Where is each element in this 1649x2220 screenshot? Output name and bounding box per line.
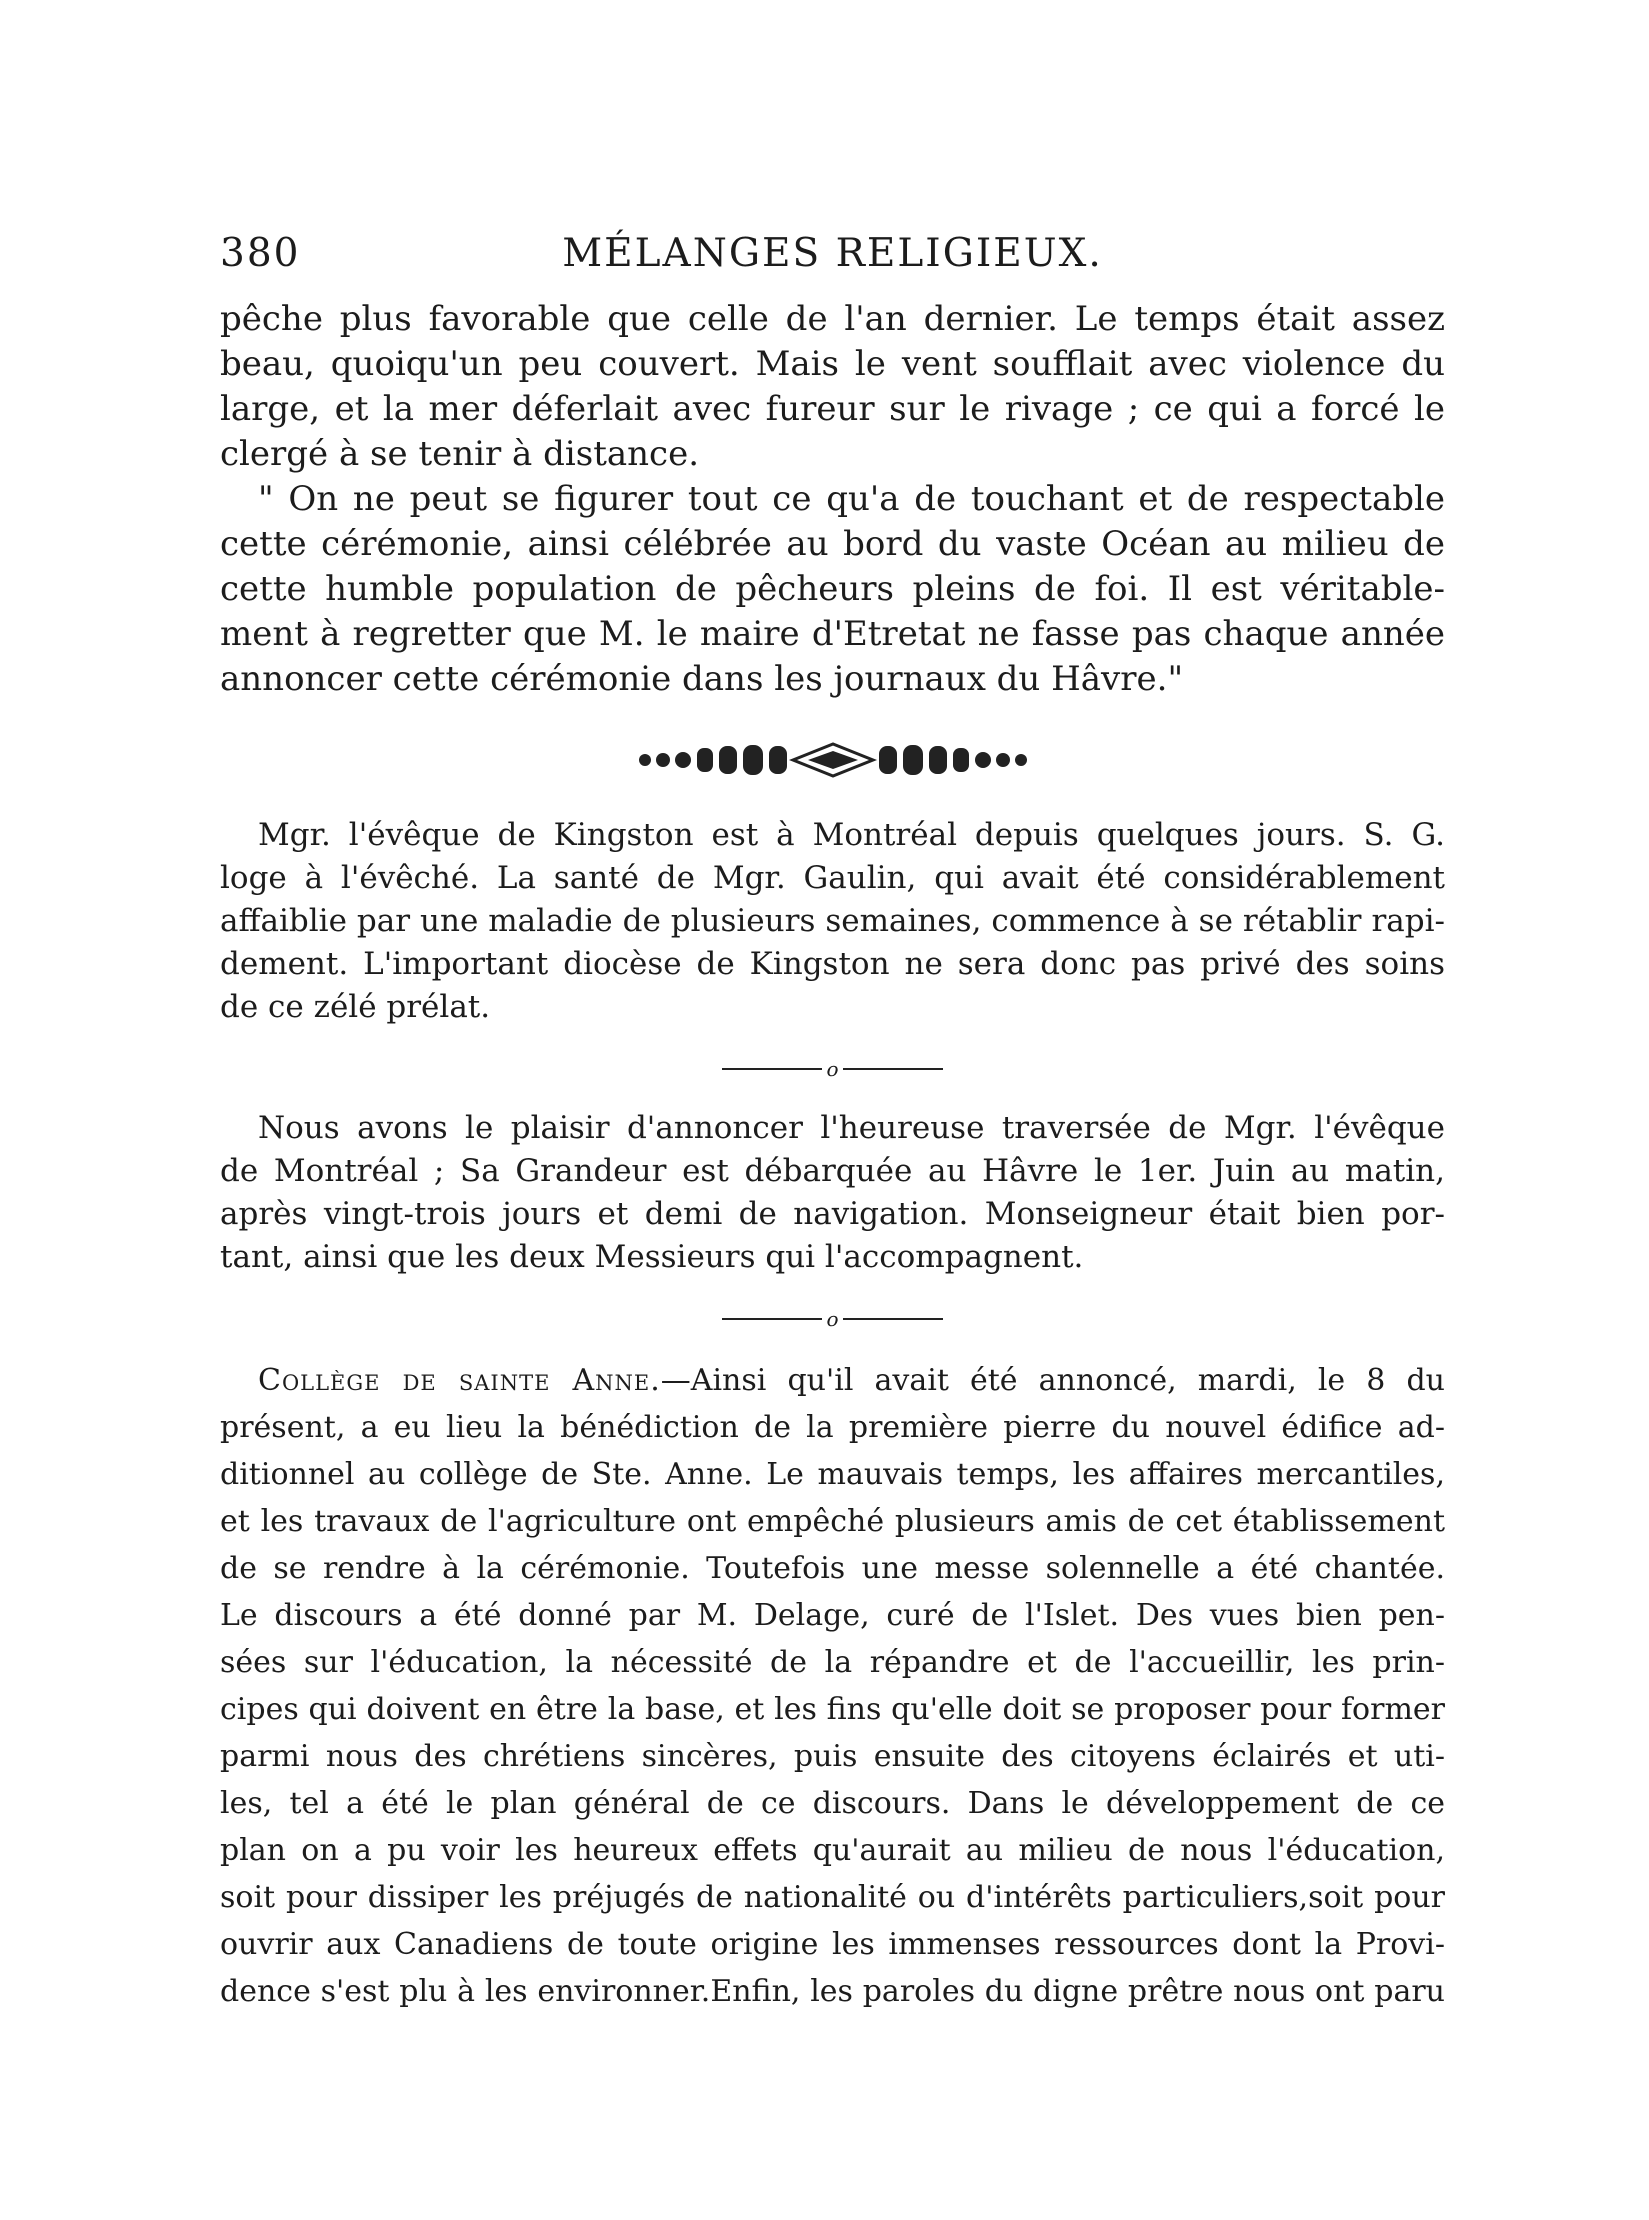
paragraph-fishing bbox=[220, 297, 1445, 477]
text-line: cipes qui doivent en être la base, et les fins qu'elle doit se proposer pour former bbox=[220, 1692, 1445, 1727]
decorative-ornament bbox=[220, 740, 1445, 780]
text-line: et les travaux de l'agriculture ont empêché plusieurs amis de cet établissement bbox=[220, 1504, 1445, 1539]
text-line: présent, a eu lieu la bénédiction de la première pierre du nouvel édifice ad- bbox=[220, 1410, 1445, 1445]
section-separator bbox=[220, 1299, 1445, 1335]
text-line: annoncer cette cérémonie dans les journaux du Hâvre." bbox=[220, 659, 1184, 699]
text-line bbox=[220, 1357, 1445, 1404]
text-line: tant, ainsi que les deux Messieurs qui l'accompagnent. bbox=[220, 1239, 1084, 1275]
text-line: ouvrir aux Canadiens de toute origine les immenses ressources dont la Provi- bbox=[220, 1927, 1445, 1962]
separator-mark: o bbox=[826, 1306, 839, 1331]
text-line: affaiblie par une maladie de plusieurs semaines, commence à se rétablir rapi- bbox=[220, 903, 1445, 939]
text-line: " On ne peut se figurer tout ce qu'a de touchant et de respectable bbox=[258, 479, 1445, 519]
text-line: plan on a pu voir les heureux effets qu'aurait au milieu de nous l'éducation, bbox=[220, 1833, 1445, 1868]
text-line: cette humble population de pêcheurs pleins de foi. Il est véritable- bbox=[220, 569, 1445, 609]
page-number: 380 bbox=[220, 231, 301, 276]
paragraph-college bbox=[220, 1357, 1445, 2015]
paragraph-quote bbox=[220, 477, 1445, 702]
ornament-divider-icon bbox=[633, 740, 1033, 780]
text-line: de Montréal ; Sa Grandeur est débarquée au Hâvre le 1er. Juin au matin, bbox=[220, 1153, 1445, 1189]
text-line: sées sur l'éducation, la nécessité de la répandre et de l'accueillir, les prin- bbox=[220, 1645, 1445, 1680]
text-line: Nous avons le plaisir d'annoncer l'heureuse traversée de Mgr. l'évêque bbox=[258, 1110, 1445, 1146]
book-page bbox=[220, 225, 1445, 2015]
text-line: beau, quoiqu'un peu couvert. Mais le vent soufflait avec violence du bbox=[220, 344, 1445, 384]
text-line: large, et la mer déferlait avec fureur sur le rivage ; ce qui a forcé le bbox=[220, 389, 1445, 429]
text-line: parmi nous des chrétiens sincères, puis ensuite des citoyens éclairés et uti- bbox=[220, 1739, 1445, 1774]
text-line: clergé à se tenir à distance. bbox=[220, 434, 700, 474]
text-line: cette cérémonie, ainsi célébrée au bord du vaste Océan au milieu de bbox=[220, 524, 1445, 564]
running-title: MÉLANGES RELIGIEUX. bbox=[562, 231, 1103, 276]
text-line: de se rendre à la cérémonie. Toutefois une messe solennelle a été chantée. bbox=[220, 1551, 1445, 1586]
page-header bbox=[220, 225, 1445, 285]
college-first-line: —Ainsi qu'il avait été annoncé, mardi, le 8 du bbox=[660, 1363, 1445, 1398]
text-line: après vingt-trois jours et demi de navigation. Monseigneur était bien por- bbox=[220, 1196, 1445, 1232]
text-line: dence s'est plu à les environner.Enfin, les paroles du digne prêtre nous ont paru bbox=[220, 1974, 1445, 2009]
text-line: ditionnel au collège de Ste. Anne. Le mauvais temps, les affaires mercantiles, bbox=[220, 1457, 1445, 1492]
text-line: de ce zélé prélat. bbox=[220, 989, 491, 1025]
text-line: soit pour dissiper les préjugés de nationalité ou d'intérêts particuliers,soit pour bbox=[220, 1880, 1445, 1915]
paragraph-kingston bbox=[220, 814, 1445, 1029]
text-line: pêche plus favorable que celle de l'an dernier. Le temps était assez bbox=[220, 299, 1445, 339]
text-line: ment à regretter que M. le maire d'Etretat ne fasse pas chaque année bbox=[220, 614, 1445, 654]
college-heading: Collège de sainte Anne. bbox=[258, 1363, 661, 1398]
separator-mark: o bbox=[826, 1056, 839, 1081]
text-line: les, tel a été le plan général de ce discours. Dans le développement de ce bbox=[220, 1786, 1445, 1821]
text-line: Le discours a été donné par M. Delage, curé de l'Islet. Des vues bien pen- bbox=[220, 1598, 1445, 1633]
text-line: Mgr. l'évêque de Kingston est à Montréal depuis quelques jours. S. G. bbox=[258, 817, 1445, 853]
text-line: loge à l'évêché. La santé de Mgr. Gaulin, qui avait été considérablement bbox=[220, 860, 1445, 896]
text-line: dement. L'important diocèse de Kingston ne sera donc pas privé des soins bbox=[220, 946, 1445, 982]
section-separator bbox=[220, 1049, 1445, 1085]
paragraph-montreal bbox=[220, 1107, 1445, 1279]
